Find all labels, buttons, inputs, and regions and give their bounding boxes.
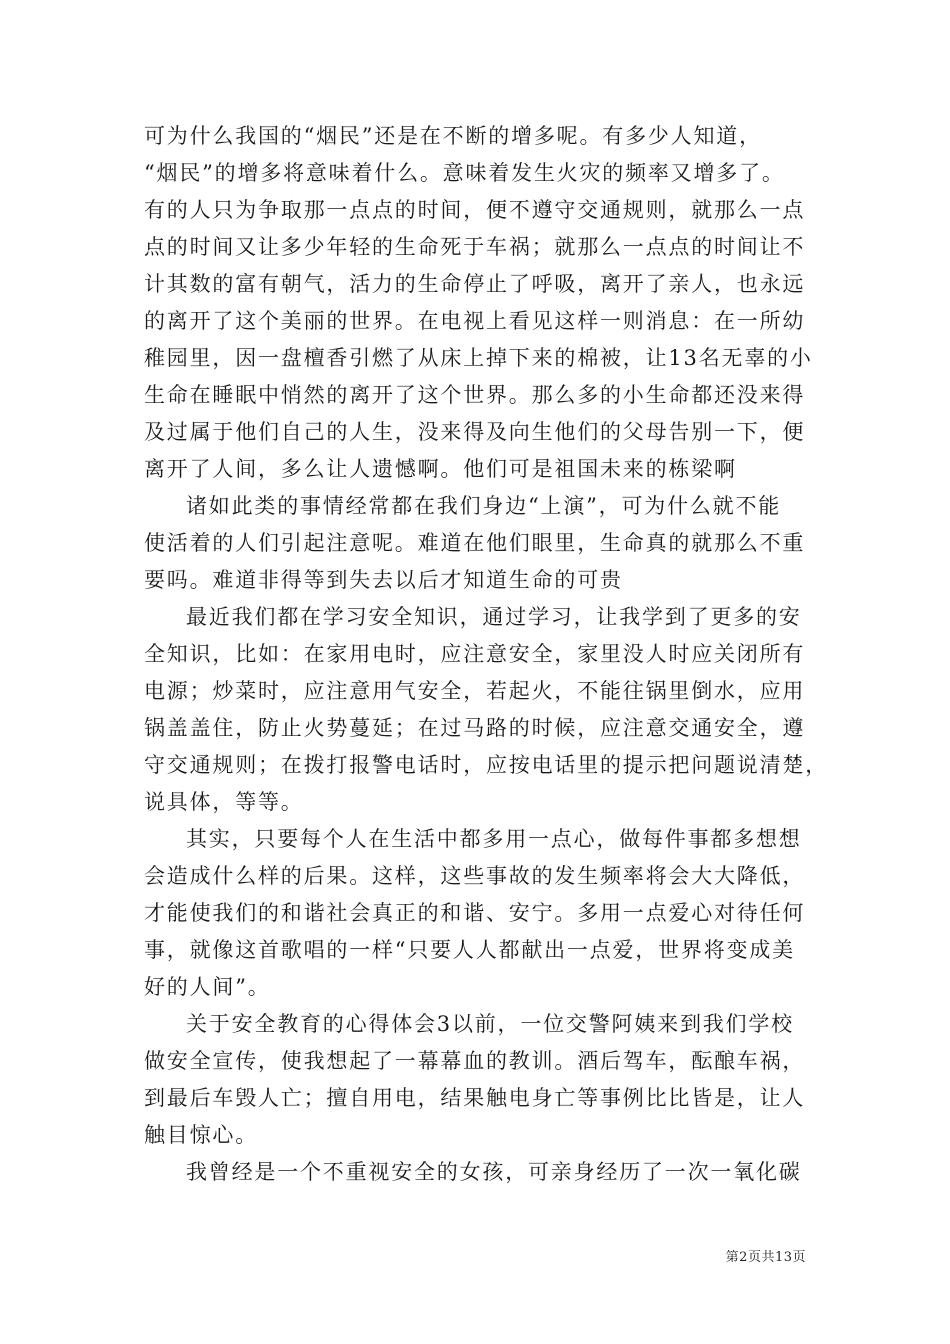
text-line: 说具体，等等。: [144, 790, 304, 814]
text-line: 的离开了这个美丽的世界。在电视上看见这样一则消息：在一所幼: [144, 309, 806, 333]
text-line: “烟民”的增多将意味着什么。意味着发生火灾的频率又增多了。: [144, 161, 785, 185]
text-line: 其实，只要每个人在生活中都多用一点心，做每件事都多想想: [186, 827, 802, 851]
text-line: 使活着的人们引起注意呢。难道在他们眼里，生命真的就那么不重: [144, 531, 806, 555]
text-line: 可为什么我国的“烟民”还是在不断的增多呢。有多少人知道，: [144, 124, 762, 148]
text-line: 关于安全教育的心得体会3以前，一位交警阿姨来到我们学校: [186, 1012, 794, 1036]
paragraph-4: [144, 821, 804, 1006]
text-line: 及过属于他们自己的人生，没来得及向生他们的父母告别一下，便: [144, 420, 806, 444]
document-body: [144, 118, 828, 1191]
text-line: 才能使我们的和谐社会真正的和谐、安宁。多用一点爱心对待任何: [144, 901, 806, 925]
text-line: 最近我们都在学习安全知识，通过学习，让我学到了更多的安: [186, 605, 802, 629]
paragraph-6: [144, 1154, 804, 1191]
text-line: 生命在睡眠中悄然的离开了这个世界。那么多的小生命都还没来得: [144, 383, 806, 407]
text-line: 稚园里，因一盘檀香引燃了从床上掉下来的棉被，让13名无辜的小: [144, 346, 813, 370]
page-number: 第2页共13页: [725, 1250, 806, 1265]
text-line: 锅盖盖住，防止火势蔓延；在过马路的时候，应注意交通安全，遵: [144, 716, 806, 740]
text-line: 有的人只为争取那一点点的时间，便不遵守交通规则，就那么一点: [144, 198, 806, 222]
paragraph-2: [144, 488, 804, 599]
paragraph-1: [144, 118, 813, 488]
text-line: 到最后车毁人亡；擅自用电，结果触电身亡等事例比比皆是，让人: [144, 1086, 806, 1110]
paragraph-3: [144, 599, 828, 821]
text-line: 要吗。难道非得等到失去以后才知道生命的可贵: [144, 568, 623, 592]
text-line: 事，就像这首歌唱的一样“只要人人都献出一点爱，世界将变成美: [144, 938, 795, 962]
text-line: 我曾经是一个不重视安全的女孩，可亲身经历了一次一氧化碳: [186, 1160, 802, 1184]
text-line: 做安全宣传，使我想起了一幕幕血的教训。酒后驾车，酝酿车祸，: [144, 1049, 806, 1073]
text-line: 计其数的富有朝气，活力的生命停止了呼吸，离开了亲人，也永远: [144, 272, 806, 296]
text-line: 会造成什么样的后果。这样，这些事故的发生频率将会大大降低，: [144, 864, 806, 888]
text-line: 守交通规则；在拨打报警电话时，应按电话里的提示把问题说清楚，: [144, 753, 828, 777]
text-line: 全知识，比如：在家用电时，应注意安全，家里没人时应关闭所有: [144, 642, 806, 666]
text-line: 诸如此类的事情经常都在我们身边“上演”，可为什么就不能: [186, 494, 782, 518]
text-line: 好的人间”。: [144, 975, 271, 999]
text-line: 触目惊心。: [144, 1123, 258, 1147]
text-line: 电源；炒菜时，应注意用气安全，若起火，不能往锅里倒水，应用: [144, 679, 806, 703]
text-line: 离开了人间，多么让人遗憾啊。他们可是祖国未来的栋梁啊: [144, 457, 737, 481]
paragraph-5: [144, 1006, 804, 1154]
text-line: 点的时间又让多少年轻的生命死于车祸；就那么一点点的时间让不: [144, 235, 806, 259]
